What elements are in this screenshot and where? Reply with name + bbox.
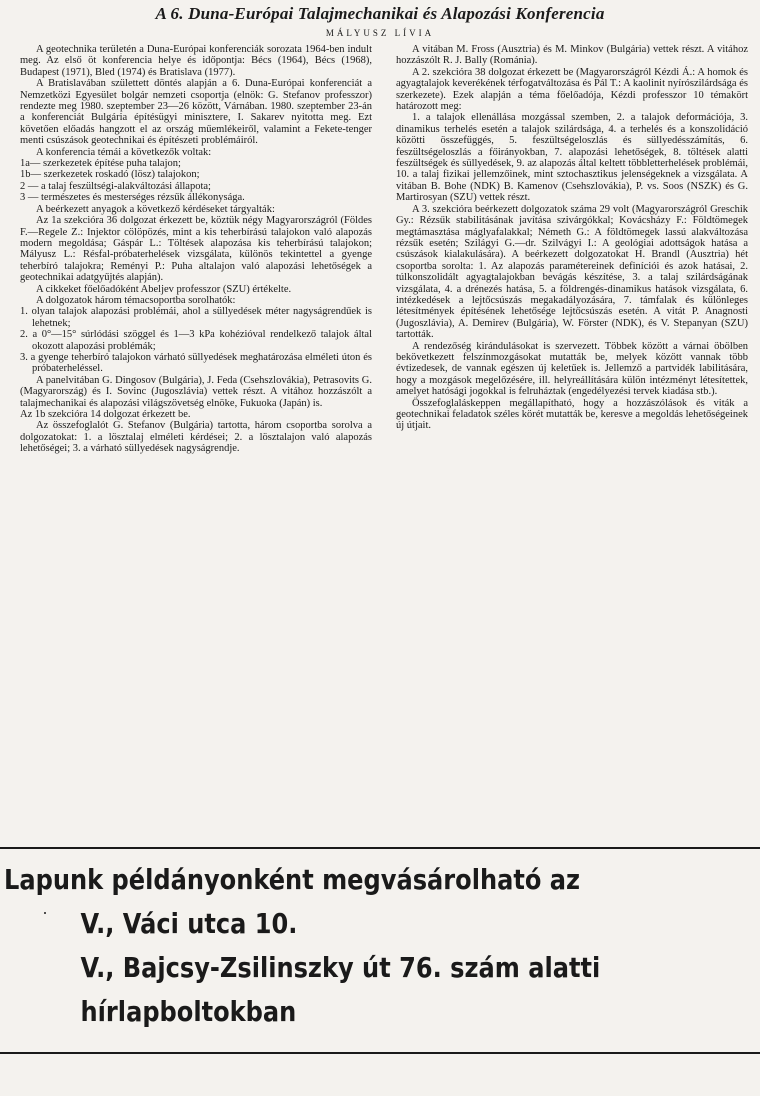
paragraph: A 2. szekcióra 38 dolgozat érkezett be (Magyarországról Kézdi Á.: A homok és agyagtalajok keverékének térfogatváltozása és Pál T.: A kaolinit nyírószilárdsága és szerkezete). Ezek alapján a téma főelőadója, Kézdi professzor 10 témakört határozott meg:	[396, 66, 748, 113]
divider-bottom	[0, 1052, 760, 1054]
advertisement	[4, 858, 651, 1034]
paragraph: 1. olyan talajok alapozási problémái, ahol a süllyedések méter nagyságrendűek is lehetnek;	[20, 306, 372, 329]
left-column	[20, 44, 372, 455]
ad-line-2: V., Váci utca 10.	[80, 907, 298, 940]
paragraph: 2 — a talaj feszültségi-alakváltozási állapota;	[20, 180, 211, 192]
ad-line-4: hírlapboltokban	[80, 995, 297, 1028]
paragraph: 2. a 0°—15° súrlódási szöggel és 1—3 kPa kohézióval rendelkező talajok által okozott alapozási problémák;	[20, 329, 372, 352]
paragraph: A cikkeket főelőadóként Abeljev professzor (SZU) értékelte.	[36, 283, 292, 295]
author-name: MÁLYUSZ LÍVIA	[325, 28, 435, 38]
paragraph: 1a— szerkezetek építése puha talajon;	[20, 158, 181, 170]
paragraph: Az 1a szekcióra 36 dolgozat érkezett be, köztük négy Magyarországról (Földes F.—Regele Z.: Injektor cölöpözés, mint a kis teherbírású talajokon való alapozás modern megoldása; Gáspár L.: Töltések alapozása kis teherbírású talajokon; Mályusz L.: Résfal-próbaterhelések vizsgálata, különös tekintettel a gyenge teherbíró talajokra; Reményi P.: Puha altalajon való alapozási lehetőségek a geotechnikai adatgyűjtés alapján).	[20, 215, 372, 284]
right-column	[396, 44, 748, 432]
paragraph: A panelvitában G. Dingosov (Bulgária), J. Feda (Csehszlovákia), Petrasovits G. (Magyarország) és I. Sovinc (Jugoszlávia) vettek részt. A vitához hozzászólt a talajmechanikai és alapozási világszövetség elnöke, Fukuoka (Japán) is.	[20, 374, 372, 409]
paragraph: A Bratislavában születtett döntés alapján a 6. Duna-Európai konferenciát a Nemzetközi Egyesület bolgár nemzeti csoportja (elnök: G. Stefanov professzor) rendezte meg 1980. szeptember 23—26 között, Várnában. 1980. szeptember 23-án a konferenciát Bulgária építésügyi minisztere, I. Sakarev nyitotta meg. Ezt követően előadás hangzott el az ország műemlékeiről, valamint a Fekete-tenger menti csúszások geotechnikai és építészeti problémáiról.	[20, 78, 372, 147]
paragraph: A vitában M. Fross (Ausztria) és M. Minkov (Bulgária) vettek részt. A vitához hozzászólt R. J. Bally (Románia).	[396, 44, 748, 67]
paragraph: A konferencia témái a következők voltak:	[36, 146, 212, 158]
paragraph: Az összefoglalót G. Stefanov (Bulgária) tartotta, három csoportba sorolva a dolgozatokat: 1. a lösztalaj elméleti kérdései; 2. a lösztalajon való alapozás lehetőségei; 3. a várható süllyedések nagyságrendje.	[20, 420, 372, 455]
paragraph: Az 1b szekcióra 14 dolgozat érkezett be.	[20, 409, 191, 420]
ad-line-1: Lapunk példányonként megvásárolható az	[4, 863, 581, 896]
paragraph: Összefoglaláskeppen megállapítható, hogy a hozzászólások és viták a geotechnikai feladatok széles körét mutatták be, keresve a megoldás lehetőségeinek új útjait.	[396, 397, 748, 432]
ad-line-3: V., Bajcsy-Zsilinszky út 76. szám alatti	[80, 951, 601, 984]
divider-top	[0, 847, 760, 849]
article-title: A 6. Duna-Európai Talajmechanikai és Alapozási Konferencia	[155, 4, 605, 23]
paragraph: A 3. szekcióra beérkezett dolgozatok száma 29 volt (Magyarországról Greschik Gy.: Rézsűk stabilitásának javítása szivárgókkal; Kovácsházy F.: Földtömegek megtámasztása máglyafalakkal; Németh G.: A földtömegek lassú alakváltozása rézsűk esetén; Szilágyi G.—dr. Szilvágyi I.: A geológiai adottságok hatása a csúszások kialakulására). A beérkezett dolgozatokat H. Brandl (Ausztria) hét csoportba sorolta: 1. Az alapozás paramétereinek definíciói és azok hatásai, 2. túlkonszolidált agyagtalajokban bevágás készítése, 3. a talaj szilárdságának vizsgálata, 4. a drénezés hatása, 5. a földrengés-dinamikus hatások vizsgálata, 6. intézkedések a lejtőcsúszás megakadályozására, 7. támfalak és különleges létesítmények építésének lehetősége lejtőcsúszás esetén. A vitát P. Anagnosti (Jugoszlávia), A. Demirev (Bulgária), W. Förster (NDK), és V. Stepanyan (SZU) tartották.	[396, 203, 748, 341]
paragraph: A rendezőség kirándulásokat is szervezett. Többek között a várnai öbölben bekövetkezett felszínmozgásokat mutatták be, melyek között vannak több évtizedesek, de vannak egészen új keletűek is. Jellemző a partvidék labilitására, hogy a mozgások megelőzésére, ill. helyreállítására külön intézményt létesítettek, amelyet hatósági jogokkal is felruháztak (engedélyezési tervek kiadása stb.).	[396, 340, 748, 398]
paragraph: 1b— szerkezetek roskadó (lösz) talajokon;	[20, 169, 200, 181]
paragraph: 1. a talajok ellenállása mozgással szemben, 2. a talajok deformációja, 3. dinamikus terhelés esetén a talajok szilárdsága, 4. a terhelés és a konszolidáció közötti összefüggés, 5. feszültségeloszlás és süllyedésszámítás, 6. feszültségeloszlás a főirányokban, 7. alapozási lehetőségek, 8. töltések alatti feszültségek és süllyedések, 9. az alapozás által keltett többletterhelések problémái, 10. a talaj fizikai jellemzőinek, mint sztochasztikus jelenségeknek a vizsgálata. A vitában B. Bohe (NDK) B. Kamenov (Csehszlovákia), P. vs. Soos (NSZK) és G. Martirosyan (SZU) vettek részt.	[396, 112, 748, 204]
paragraph: A beérkezett anyagok a következő kérdéseket tárgyalták:	[36, 203, 275, 215]
paragraph: 3 — természetes és mesterséges rézsűk állékonysága.	[20, 192, 245, 204]
paragraph: 3. a gyenge teherbíró talajokon várható süllyedések meghatározása elméleti úton és próbaterheléssel.	[20, 351, 372, 375]
paragraph: A dolgozatok három témacsoportba sorolhatók:	[36, 294, 236, 306]
paragraph: A geotechnika területén a Duna-Európai konferenciák sorozata 1964-ben indult meg. Az első öt konferencia helye és időpontja: Bécs (1964), Bécs (1968), Budapest (1971), Bled (1974) és Bratislava (1977).	[20, 44, 372, 78]
